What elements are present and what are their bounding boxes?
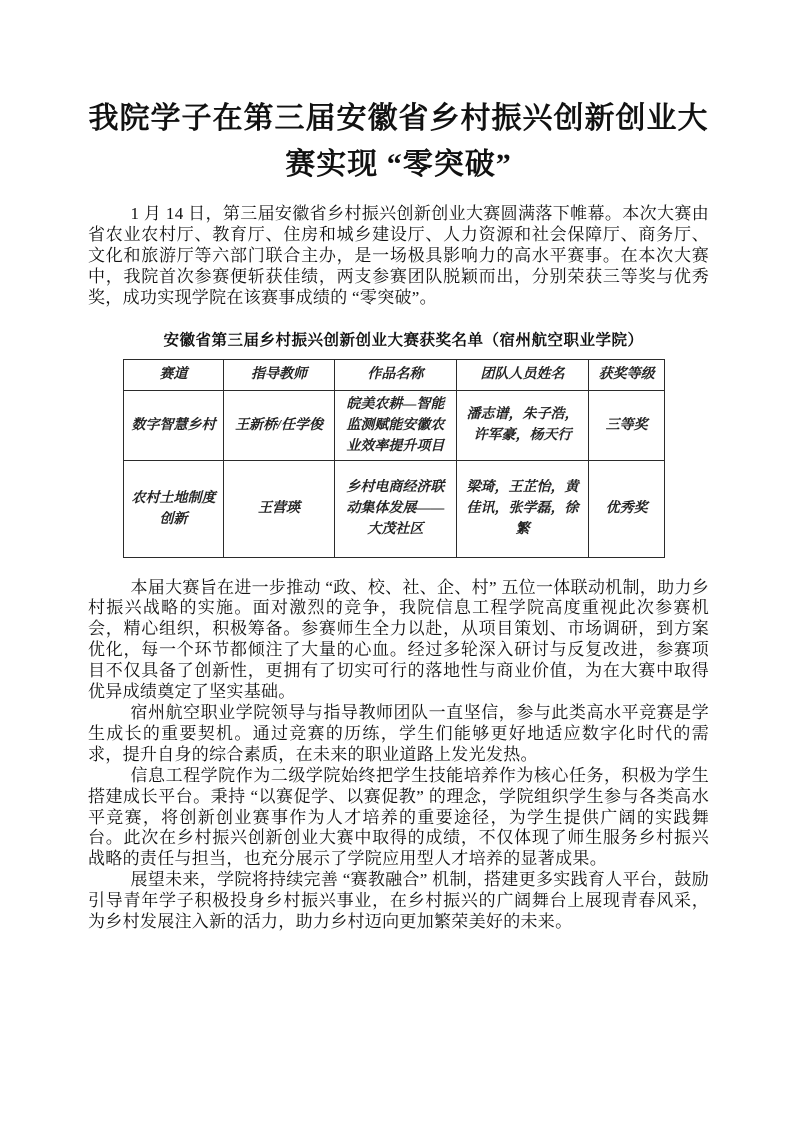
cell-members: 梁琦，王芷怡，黄佳讯，张学磊，徐繁	[456, 460, 589, 557]
cell-work: 乡村电商经济联动集体发展——大茂社区	[334, 460, 456, 557]
page-title: 我院学子在第三届安徽省乡村振兴创新创业大赛实现 “零突破”	[88, 102, 709, 181]
cell-track: 数字智慧乡村	[124, 390, 224, 460]
paragraph-leadership: 宿州航空职业学院领导与指导教师团队一直坚信，参与此类高水平竞赛是学生成长的重要契机。通过竞赛的历练，学生们能够更好地适应数字化时代的需求，提升自身的综合素质，在未来的职业道路上发光发热。	[88, 702, 709, 764]
table-caption: 安徽省第三届乡村振兴创新创业大赛获奖名单（宿州航空职业学院）	[163, 331, 644, 349]
table-header-row	[124, 359, 665, 390]
cell-award: 三等奖	[589, 390, 665, 460]
paragraph-intro: 1 月 14 日，第三届安徽省乡村振兴创新创业大赛圆满落下帷幕。本次大赛由省农业农村厅、教育厅、住房和城乡建设厅、人力资源和社会保障厅、商务厅、文化和旅游厅等六部门联合主办，是一场极具影响力的高水平赛事。在本次大赛中，我院首次参赛便斩获佳绩，两支参赛团队脱颖而出，分别荣获三等奖与优秀奖，成功实现学院在该赛事成绩的 “零突破”。	[88, 204, 709, 307]
cell-work: 皖美农耕—智能监测赋能安徽农业效率提升项目	[334, 390, 456, 460]
paragraph-outlook: 展望未来，学院将持续完善 “赛教融合” 机制，搭建更多实践育人平台，鼓励引导青年学子积极投身乡村振兴事业，在乡村振兴的广阔舞台上展现青春风采，为乡村发展注入新的活力，助力乡村迈向更加繁荣美好的未来。	[88, 870, 709, 932]
cell-members: 潘志谱，朱子浩，许军豪，杨天行	[456, 390, 589, 460]
cell-teacher: 王营瑛	[224, 460, 335, 557]
header-cell-track: 赛道	[124, 359, 224, 390]
awards-table	[123, 359, 665, 558]
table-row	[124, 460, 665, 557]
header-cell-work: 作品名称	[334, 359, 456, 390]
cell-award: 优秀奖	[589, 460, 665, 557]
cell-track: 农村土地制度创新	[124, 460, 224, 557]
header-cell-award: 获奖等级	[589, 359, 665, 390]
paragraph-mechanism: 本届大赛旨在进一步推动 “政、校、社、企、村” 五位一体联动机制，助力乡村振兴战略的实施。面对激烈的竞争，我院信息工程学院高度重视此次参赛机会，精心组织，积极筹备。参赛师生全力以赴，从项目策划、市场调研，到方案优化，每一个环节都倾注了大量的心血。经过多轮深入研讨与反复改进，参赛项目不仅具备了创新性，更拥有了切实可行的落地性与商业价值，为在大赛中取得优异成绩奠定了坚实基础。	[88, 577, 709, 702]
paragraph-college: 信息工程学院作为二级学院始终把学生技能培养作为核心任务，积极为学生搭建成长平台。秉持 “以赛促学、以赛促教” 的理念，学院组织学生参与各类高水平竞赛，将创新创业赛事作为人才培养的重要途径，为学生提供广阔的实践舞台。此次在乡村振兴创新创业大赛中取得的成绩，不仅体现了师生服务乡村振兴战略的责任与担当，也充分展示了学院应用型人才培养的显著成果。	[88, 765, 709, 869]
cell-teacher: 王新桥/任学俊	[224, 390, 335, 460]
table-row	[124, 390, 665, 460]
header-cell-members: 团队人员姓名	[456, 359, 589, 390]
header-cell-teacher: 指导教师	[224, 359, 335, 390]
